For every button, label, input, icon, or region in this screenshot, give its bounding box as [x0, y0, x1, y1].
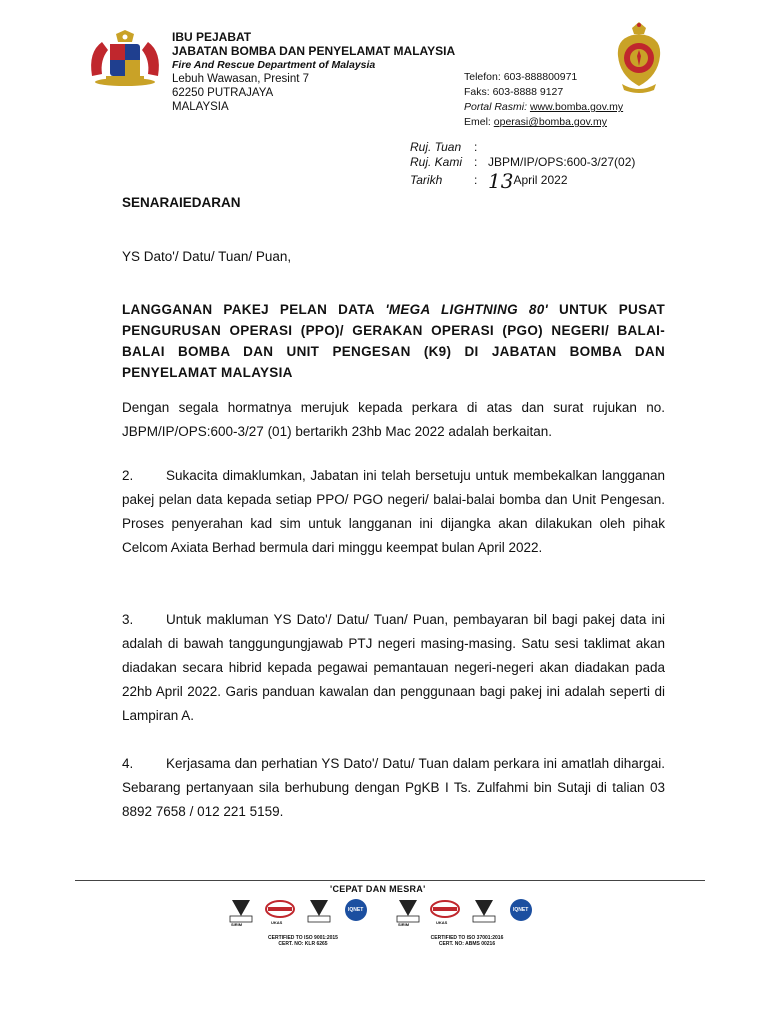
- footer-divider: [75, 880, 705, 881]
- paragraph-4: [122, 752, 665, 824]
- iqnet-label-right: IQNET: [513, 907, 529, 913]
- cert-logos-left: [228, 896, 378, 932]
- department-name: JABATAN BOMBA DAN PENYELAMAT MALAYSIA: [172, 44, 456, 58]
- paragraph-2-number: 2.: [122, 468, 134, 483]
- tarikh-month-year: April 2022: [513, 173, 568, 187]
- malaysia-coat-of-arms-icon: [86, 30, 164, 88]
- salutation: YS Dato'/ Datu/ Tuan/ Puan,: [122, 249, 292, 264]
- tarikh-day-handwritten: 13: [488, 169, 514, 193]
- ukas-label-left: UKAS: [271, 920, 283, 925]
- bomba-emblem-icon: [610, 20, 668, 94]
- portal-link[interactable]: www.bomba.gov.my: [529, 101, 624, 113]
- distribution-heading: SENARAIEDARAN: [122, 195, 241, 210]
- cert-right-line1: CERTIFIED TO ISO 37001:2016: [430, 935, 504, 941]
- sirim-label-left: SIRIM: [231, 922, 243, 927]
- cert-left-line1: CERTIFIED TO ISO 9001:2015: [268, 935, 338, 941]
- faks: Faks: 603-8888 9127: [464, 86, 564, 98]
- paragraph-3: [122, 608, 665, 728]
- ruj-tuan-colon: :: [474, 140, 478, 154]
- office-name: IBU PEJABAT: [172, 30, 252, 44]
- ukas-label-right: UKAS: [436, 920, 448, 925]
- portal-label: Portal Rasmi:: [464, 101, 530, 113]
- iqnet-label-left: IQNET: [348, 907, 364, 913]
- emel-link[interactable]: operasi@bomba.gov.my: [493, 116, 607, 128]
- subject-italic: 'MEGA LIGHTNING 80': [385, 302, 549, 317]
- ruj-kami-label: Ruj. Kami: [410, 155, 463, 169]
- address-line-2: 62250 PUTRAJAYA: [172, 87, 274, 99]
- tarikh-colon: :: [474, 173, 478, 187]
- portal-rasmi: [464, 100, 623, 115]
- department-name-english: Fire And Rescue Department of Malaysia: [172, 59, 376, 71]
- ruj-kami-value: JBPM/IP/OPS:600-3/27(02): [488, 155, 636, 169]
- address-line-1: Lebuh Wawasan, Presint 7: [172, 73, 310, 85]
- sirim-label-right: SIRIM: [398, 922, 410, 927]
- emel: [464, 115, 623, 130]
- paragraph-4-text: Kerjasama dan perhatian YS Dato'/ Datu/ Tuan dalam perkara ini amatlah dihargai. Sebarang pertanyaan sila berhubung dengan PgKB I Ts. Zulfahmi bin Sutaji di talian 03 8892 7658 / 012 221 5159.: [122, 756, 665, 819]
- cert-right-line2: CERT. NO: ABMS 00216: [438, 941, 496, 947]
- ruj-kami-colon: :: [474, 155, 478, 169]
- subject-post: UNTUK PUSAT PENGURUSAN OPERASI (PPO)/ GERAKAN OPERASI (PGO) NEGERI/ BALAI-BALAI BOMBA DAN UNIT PENGESAN (K9) DI JABATAN BOMBA DAN PENYELAMAT MALAYSIA: [122, 302, 665, 380]
- intro-paragraph: Dengan segala hormatnya merujuk kepada perkara di atas dan surat rujukan no. JBPM/IP/OPS:600-3/27 (01) bertarikh 23hb Mac 2022 adalah berkaitan.: [122, 400, 665, 439]
- paragraph-3-text: Untuk makluman YS Dato'/ Datu/ Tuan/ Puan, pembayaran bil bagi pakej data ini adalah di bawah tanggungungjawab PTJ negeri masing-masing. Satu sesi taklimat akan diadakan secara hibrid kepada pegawai pemantauan negeri-negeri akan diadakan pada 22hb April 2022. Garis panduan kawalan dan penggunaan bagi pakej ini adalah seperti di Lampiran A.: [122, 612, 665, 723]
- cert-logos-right: [395, 896, 545, 932]
- ruj-kami-row: [410, 155, 635, 170]
- subject-pre: LANGGANAN PAKEJ PELAN DATA: [122, 302, 386, 317]
- paragraph-2: [122, 464, 665, 560]
- subject: [122, 299, 665, 383]
- address-line-3: MALAYSIA: [172, 101, 229, 113]
- paragraph-2-text: Sukacita dimaklumkan, Jabatan ini telah bersetuju untuk membekalkan langganan pakej pelan data kepada setiap PPO/ PGO negeri/ balai-balai bomba dan Unit Pengesan. Proses penyerahan kad sim untuk langganan ini dijangka akan dilakukan oleh pihak Celcom Axiata Berhad bermula dari minggu keempat bulan April 2022.: [122, 468, 665, 555]
- cert-left-line2: CERT. NO: KLR 6265: [278, 941, 328, 947]
- paragraph-4-number: 4.: [122, 756, 134, 771]
- paragraph-3-number: 3.: [122, 612, 134, 627]
- telefon: Telefon: 603-888800971: [464, 71, 578, 83]
- emel-label: Emel:: [464, 116, 494, 128]
- tarikh-label: Tarikh: [410, 173, 443, 187]
- footer-motto: 'CEPAT DAN MESRA': [330, 884, 426, 894]
- tarikh-row: [410, 169, 635, 193]
- ruj-tuan-row: [410, 140, 635, 155]
- ruj-tuan-label: Ruj. Tuan: [410, 140, 462, 154]
